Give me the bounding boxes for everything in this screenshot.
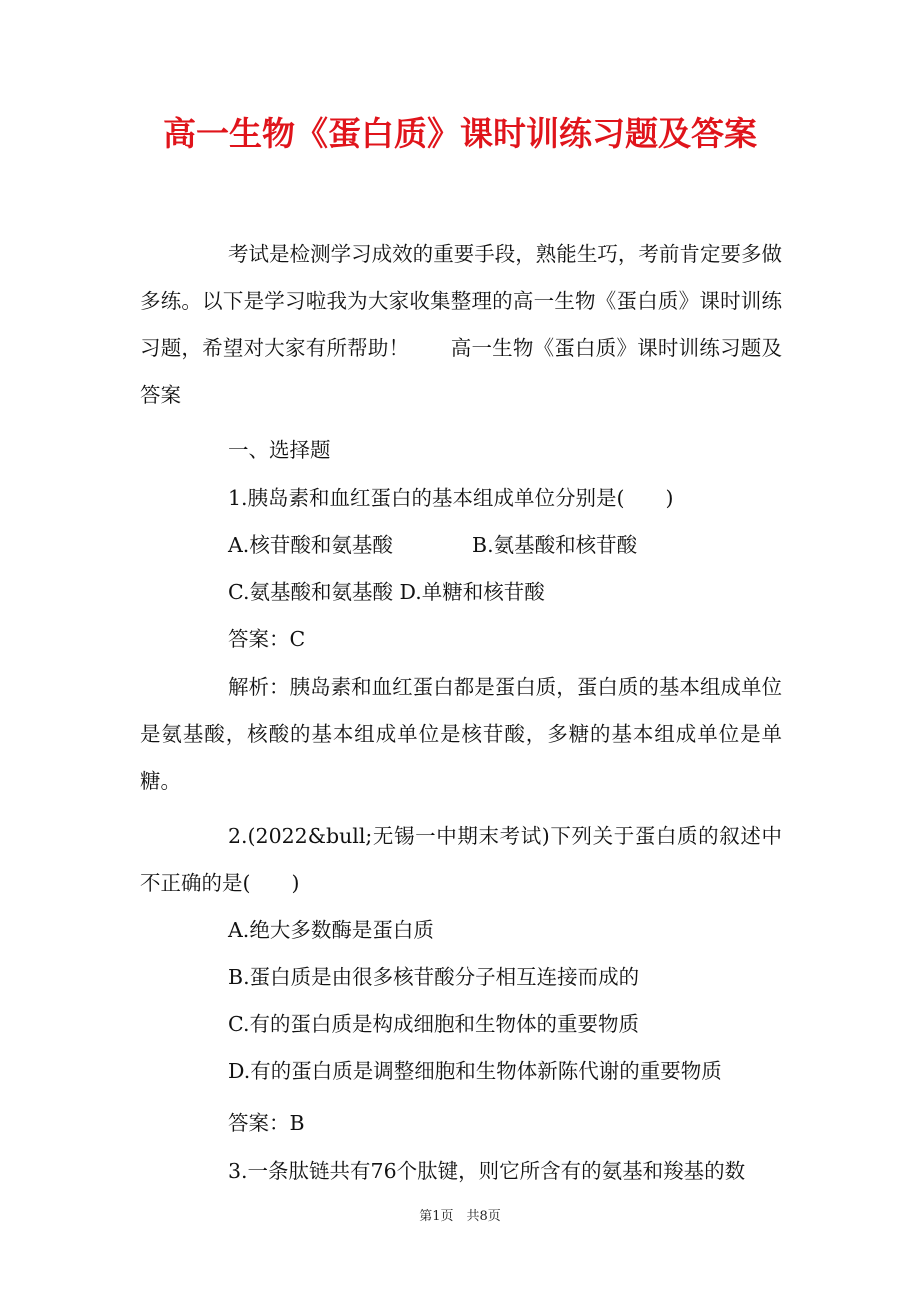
q2-option-d: D.有的蛋白质是调整细胞和生物体新陈代谢的重要物质 xyxy=(228,1059,722,1083)
q1-analysis: 解析：胰岛素和血红蛋白都是蛋白质，蛋白质的基本组成单位是氨基酸，核酸的基本组成单位是核苷酸，多糖的基本组成单位是单糖。 xyxy=(140,675,782,793)
q1-option-b: B.氨基酸和核苷酸 xyxy=(472,533,638,557)
q1-stem: 1.胰岛素和血红蛋白的基本组成单位分别是( ) xyxy=(228,486,674,510)
page-footer: 第1页 共8页 xyxy=(419,1209,501,1224)
document-title: 高一生物《蛋白质》课时训练习题及答案 xyxy=(163,114,757,153)
q2-option-a: A.绝大多数酶是蛋白质 xyxy=(228,918,434,942)
q2-option-b: B.蛋白质是由很多核苷酸分子相互连接而成的 xyxy=(228,965,640,989)
q1-option-cd: C.氨基酸和氨基酸 D.单糖和核苷酸 xyxy=(228,580,545,604)
q2-answer: 答案：B xyxy=(228,1111,305,1135)
q3-stem: 3.一条肽链共有76个肽键，则它所含有的氨基和羧基的数 xyxy=(228,1159,746,1183)
q1-answer: 答案：C xyxy=(228,627,306,651)
intro-paragraph: 考试是检测学习成效的重要手段，熟能生巧，考前肯定要多做多练。以下是学习啦我为大家收集整理的高一生物《蛋白质》课时训练习题，希望对大家有所帮助！ 高一生物《蛋白质》课时训练习题及答案 xyxy=(140,242,782,407)
q2-option-c: C.有的蛋白质是构成细胞和生物体的重要物质 xyxy=(228,1012,639,1036)
section-heading: 一、选择题 xyxy=(228,438,331,462)
q1-option-a: A.核苷酸和氨基酸 xyxy=(228,533,393,557)
q2-stem: 2.(2022&bull;无锡一中期末考试)下列关于蛋白质的叙述中不正确的是( ) xyxy=(140,824,782,895)
